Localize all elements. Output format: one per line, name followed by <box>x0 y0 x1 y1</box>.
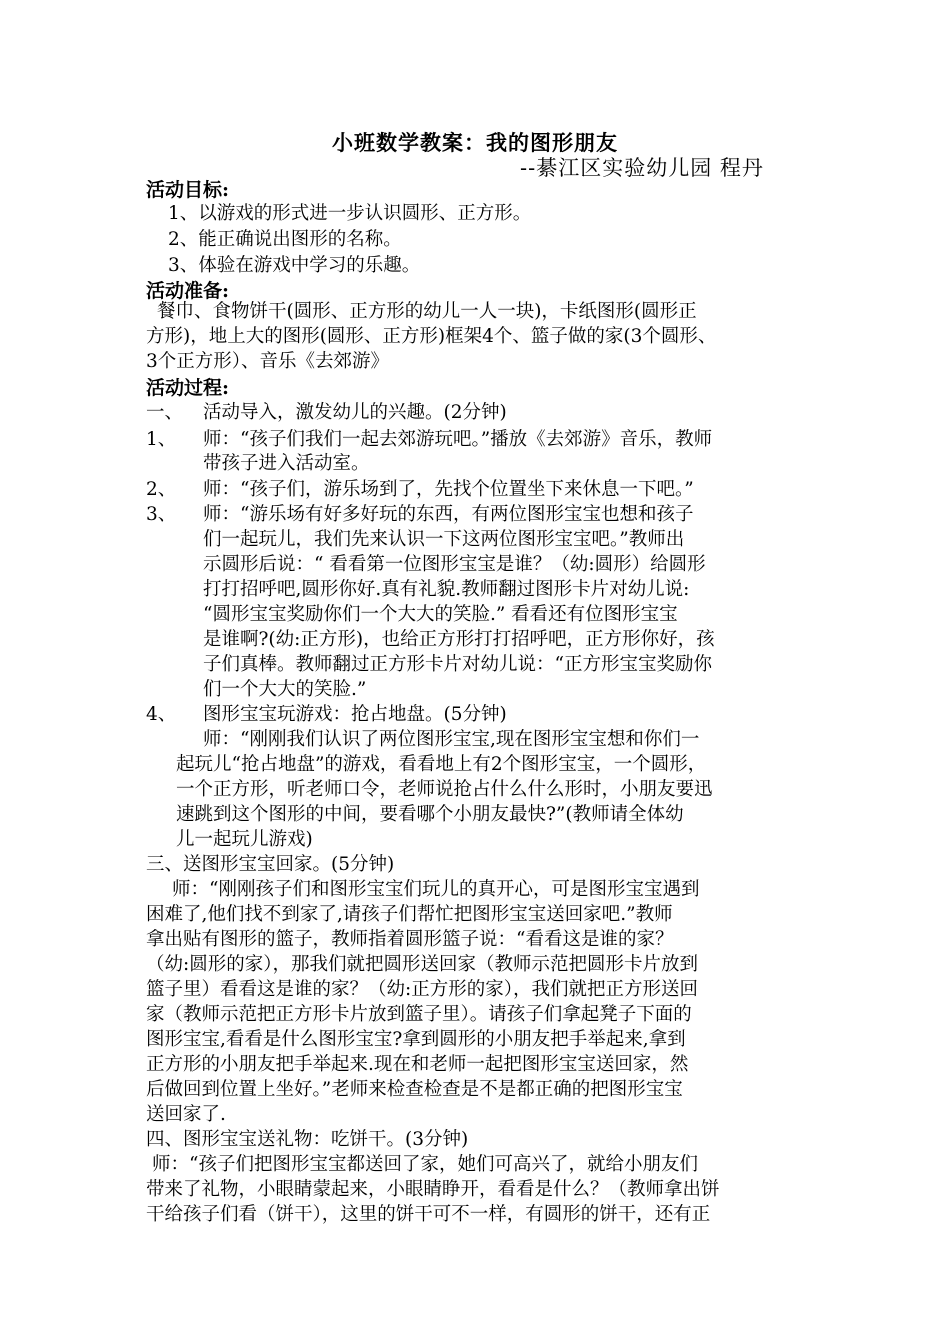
author-line: --綦江区实验幼儿园 程丹 <box>520 156 764 180</box>
prep-heading: 活动准备: <box>146 280 230 302</box>
step3-line: 正方形的小朋友把手举起来.现在和老师一起把图形宝宝送回家，然 <box>146 1054 689 1075</box>
page-title: 小班数学教案：我的图形朋友 <box>332 130 618 155</box>
step3-line: 拿出贴有图形的篮子，教师指着圆形篮子说：“看看这是谁的家？ <box>146 929 674 950</box>
item-line: “圆形宝宝奖励你们一个大大的笑脸.” 看看还有位图形宝宝 <box>203 604 678 625</box>
item-line: 图形宝宝玩游戏：抢占地盘。(5分钟) <box>203 704 507 725</box>
item-line: 子们真棒。教师翻过正方形卡片对幼儿说：“正方形宝宝奖励你 <box>203 654 712 675</box>
step1-number: 一、 <box>146 402 184 423</box>
item3-number: 3、 <box>146 504 177 525</box>
step3-line: 家（教师示范把正方形卡片放到篮子里）。请孩子们拿起凳子下面的 <box>146 1004 692 1025</box>
prep-line: 餐巾、食物饼干(圆形、正方形的幼儿一人一块)，卡纸图形(圆形正 <box>157 301 697 322</box>
step1-text: 活动导入，激发幼儿的兴趣。(2分钟) <box>203 402 507 423</box>
prep-line: 方形)，地上大的图形(圆形、正方形)框架4个、篮子做的家(3个圆形、 <box>146 326 717 347</box>
goal-line: 2、能正确说出图形的名称。 <box>168 229 402 250</box>
item-line: 示圆形后说：“ 看看第一位图形宝宝是谁？（幼:圆形）给圆形 <box>203 554 706 575</box>
item-line: 是谁啊?(幼:正方形)，也给正方形打打招呼吧，正方形你好，孩 <box>203 629 715 650</box>
step3-line: 送回家了. <box>146 1104 226 1125</box>
step3-line: 师：“刚刚孩子们和图形宝宝们玩儿的真开心，可是图形宝宝遇到 <box>172 879 700 900</box>
item1-number: 1、 <box>146 429 177 450</box>
item-line: 打打招呼吧,圆形你好.真有礼貌.教师翻过图形卡片对幼儿说: <box>203 579 690 600</box>
step3-heading: 三、送图形宝宝回家。(5分钟) <box>146 854 395 875</box>
step3-line: 后做回到位置上坐好。”老师来检查检查是不是都正确的把图形宝宝 <box>146 1079 683 1100</box>
step3-line: 困难了,他们找不到家了,请孩子们帮忙把图形宝宝送回家吧.”教师 <box>146 904 673 925</box>
item-line: 一个正方形，听老师口令，老师说抢占什么什么形时，小朋友要迅 <box>176 779 713 800</box>
goal-line: 1、以游戏的形式进一步认识圆形、正方形。 <box>168 203 532 224</box>
goals-heading: 活动目标: <box>146 179 230 201</box>
item2-number: 2、 <box>146 479 177 500</box>
item-line: 儿一起玩儿游戏) <box>176 829 313 850</box>
item-line: 师：“游乐场有好多好玩的东西，有两位图形宝宝也想和孩子 <box>203 504 694 525</box>
item4-number: 4、 <box>146 704 177 725</box>
item-line: 们一个大大的笑脸.” <box>203 679 367 700</box>
item-line: 师：“孩子们，游乐场到了，先找个位置坐下来休息一下吧。” <box>203 479 694 500</box>
process-heading: 活动过程: <box>146 377 230 399</box>
item-line: 起玩儿“抢占地盘”的游戏，看看地上有2个图形宝宝，一个圆形， <box>176 754 707 775</box>
item-line: 带孩子进入活动室。 <box>203 453 370 474</box>
step4-line: 带来了礼物，小眼睛蒙起来，小眼睛睁开，看看是什么？（教师拿出饼 <box>146 1179 720 1200</box>
step3-line: 图形宝宝,看看是什么图形宝宝?拿到圆形的小朋友把手举起来,拿到 <box>146 1029 686 1050</box>
step4-line: 师：“孩子们把图形宝宝都送回了家，她们可高兴了，就给小朋友们 <box>152 1154 698 1175</box>
prep-line: 3个正方形）、音乐《去郊游》 <box>146 351 390 372</box>
goal-line: 3、体验在游戏中学习的乐趣。 <box>168 255 421 276</box>
step3-line: 篮子里）看看这是谁的家？（幼:正方形的家），我们就把正方形送回 <box>146 979 698 1000</box>
item-line: 们一起玩儿，我们先来认识一下这两位图形宝宝吧。”教师出 <box>203 529 685 550</box>
step4-heading: 四、图形宝宝送礼物：吃饼干。(3分钟) <box>146 1129 469 1150</box>
step4-line: 干给孩子们看（饼干），这里的饼干可不一样，有圆形的饼干，还有正 <box>146 1204 711 1225</box>
item-line: 师：“刚刚我们认识了两位图形宝宝,现在图形宝宝想和你们一 <box>203 729 700 750</box>
item-line: 速跳到这个图形的中间，要看哪个小朋友最快?”(教师请全体幼 <box>176 804 684 825</box>
item-line: 师：“孩子们我们一起去郊游玩吧。”播放《去郊游》音乐，教师 <box>203 429 713 450</box>
step3-line: （幼:圆形的家），那我们就把圆形送回家（教师示范把圆形卡片放到 <box>146 954 698 975</box>
